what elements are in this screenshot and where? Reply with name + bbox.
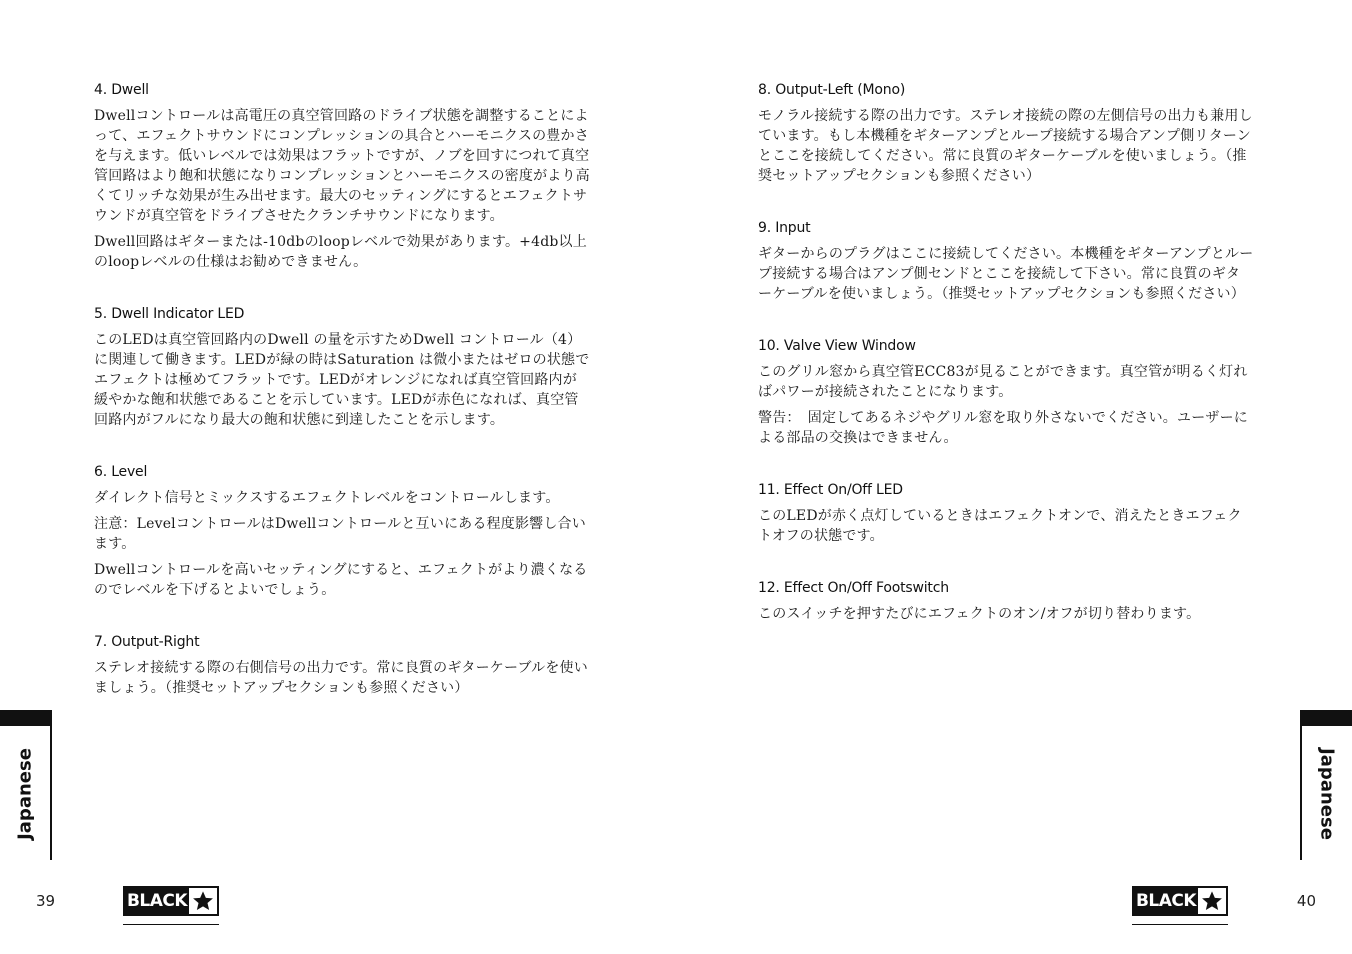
language-tab-label: Japanese: [14, 748, 36, 840]
brand-logo-block: [123, 886, 219, 925]
section-level: [94, 462, 590, 600]
section-effect-led: [758, 480, 1254, 546]
section-heading: 8. Output-Left (Mono): [758, 82, 906, 98]
section-heading: 5. Dwell Indicator LED: [94, 306, 245, 322]
star-icon: [189, 888, 217, 914]
left-column: [94, 80, 590, 730]
section-paragraph: このLEDは真空管回路内のDwell の量を示すためDwell コントロール（4）に関連して働きます。LEDが緑の時はSaturation は微小またはゼロの状態でエフェクトは極めてフラットです。LEDがオレンジになれば真空管回路内が緩やかな飽和状態であることを示しています。LEDが赤色になれば、真空管回路内がフルになり最大の飽和状態に到達したことを示します。: [94, 332, 590, 428]
page-number: 39: [36, 892, 56, 910]
section-paragraph: Dwellコントロールを高いセッティングにすると、エフェクトがより濃くなるのでレベルを下げるとよいでしょう。: [94, 562, 588, 598]
section-effect-footswitch: [758, 578, 1254, 624]
section-heading: 4. Dwell: [94, 82, 149, 98]
brand-logo: [1132, 886, 1228, 916]
section-dwell-indicator-led: [94, 304, 590, 430]
tab-bar: [0, 710, 50, 726]
section-paragraph: このLEDが赤く点灯しているときはエフェクトオンで、消えたときエフェクトオフの状態です。: [758, 508, 1242, 544]
section-paragraph: 警告： 固定してあるネジやグリル窓を取り外さないでください。ユーザーによる部品の交換はできません。: [758, 410, 1248, 446]
language-side-tab: [0, 710, 52, 860]
section-heading: 7. Output-Right: [94, 634, 200, 650]
section-input: [758, 218, 1254, 304]
section-heading: 11. Effect On/Off LED: [758, 482, 903, 498]
section-paragraph: モノラル接続する際の出力です。ステレオ接続の際の左側信号の出力も兼用しています。もし本機種をギターアンプとループ接続する場合アンプ側リターンとここを接続してください。常に良質のギターケーブルを使いましょう。（推奨セットアップセクションも参照ください）: [758, 108, 1253, 184]
section-paragraph: 注意：LevelコントロールはDwellコントロールと互いにある程度影響し合います。: [94, 516, 586, 552]
star-icon: [1198, 888, 1226, 914]
section-paragraph: ステレオ接続する際の右側信号の出力です。常に良質のギターケーブルを使いましょう。（推奨セットアップセクションも参照ください）: [94, 660, 588, 696]
language-side-tab: [1300, 710, 1352, 860]
section-paragraph: このスイッチを押すたびにエフェクトのオン/オフが切り替わります。: [758, 606, 1201, 622]
section-heading: 12. Effect On/Off Footswitch: [758, 580, 949, 596]
section-output-right: [94, 632, 590, 698]
footer-rule: [1132, 924, 1228, 925]
section-heading: 10. Valve View Window: [758, 338, 916, 354]
tab-bar: [1302, 710, 1352, 726]
brand-logo-block: [1132, 886, 1228, 925]
section-heading: 9. Input: [758, 220, 811, 236]
right-column: [758, 80, 1254, 656]
section-heading: 6. Level: [94, 464, 148, 480]
section-paragraph: Dwell回路はギターまたは-10dbのloopレベルで効果があります。+4db以上のloopレベルの仕様はお勧めできません。: [94, 234, 587, 270]
section-output-left: [758, 80, 1254, 186]
footer-rule: [123, 924, 219, 925]
section-valve-view-window: [758, 336, 1254, 448]
logo-wordmark: BLACK: [1134, 888, 1198, 914]
section-paragraph: Dwellコントロールは高電圧の真空管回路のドライブ状態を調整することによって、エフェクトサウンドにコンプレッションの具合とハーモニクスの豊かさを与えます。低いレベルでは効果はフラットですが、ノブを回すにつれて真空管回路はより飽和状態になりコンプレッションとハーモニクスの密度がより高くてリッチな効果が生み出せます。最大のセッティングにするとエフェクトサウンドが真空管をドライブさせたクランチサウンドになります。: [94, 108, 590, 224]
section-dwell: [94, 80, 590, 272]
section-paragraph: ギターからのプラグはここに接続してください。本機種をギターアンプとループ接続する場合はアンプ側センドとここを接続して下さい。常に良質のギターケーブルを使いましょう。（推奨セットアップセクションも参照ください）: [758, 246, 1254, 302]
page-number: 40: [1296, 892, 1316, 910]
brand-logo: [123, 886, 219, 916]
page-right: [676, 0, 1352, 954]
logo-wordmark: BLACK: [125, 888, 189, 914]
language-tab-label: Japanese: [1316, 748, 1338, 840]
section-paragraph: このグリル窓から真空管ECC83が見ることができます。真空管が明るく灯ればパワーが接続されたことになります。: [758, 364, 1248, 400]
section-paragraph: ダイレクト信号とミックスするエフェクトレベルをコントロールします。: [94, 490, 560, 506]
